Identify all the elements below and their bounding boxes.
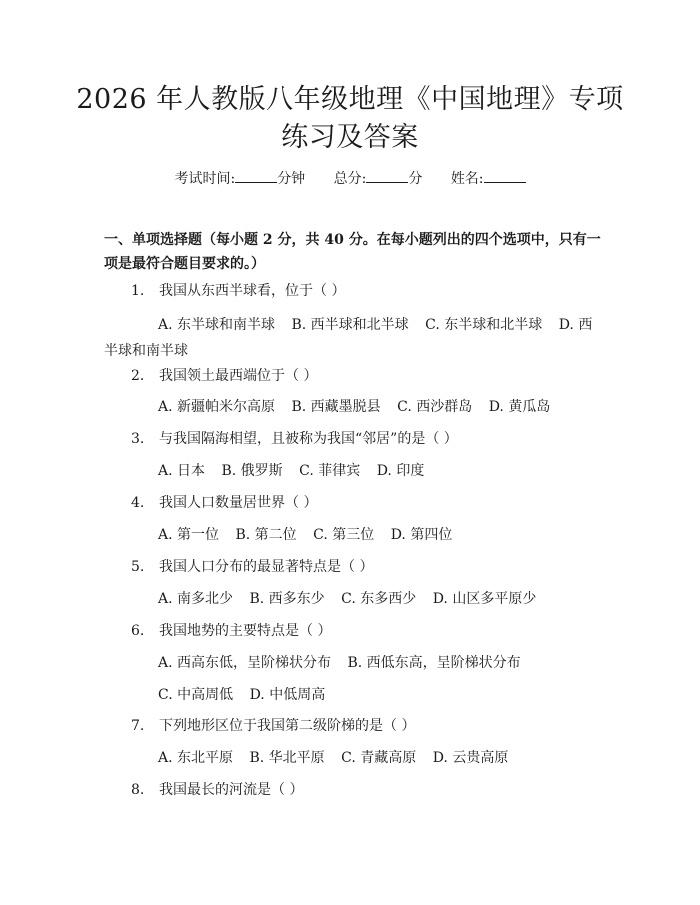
option-c: C. 东半球和北半球 (425, 317, 543, 333)
option-a: A. 南多北少 (158, 591, 234, 607)
option-c: C. 青藏高原 (341, 750, 417, 766)
option-a: A. 日本 (158, 463, 206, 479)
question-1 (131, 281, 345, 301)
option-a: A. 西高东低，呈阶梯状分布 (158, 655, 332, 671)
total-score (334, 168, 423, 189)
question-number: 1. (131, 283, 145, 299)
option-c: C. 西沙群岛 (397, 399, 473, 415)
question-number: 5. (131, 559, 145, 575)
option-d: D. 第四位 (390, 527, 453, 543)
question-1-options (104, 312, 604, 364)
exam-time-blank (235, 168, 277, 183)
option-c: C. 东多西少 (341, 591, 417, 607)
question-number: 6. (131, 623, 145, 639)
option-a: A. 东半球和南半球 (158, 317, 276, 333)
question-number: 4. (131, 495, 145, 511)
total-score-label: 总分: (333, 171, 367, 187)
option-c: C. 第三位 (313, 527, 375, 543)
question-number: 2. (131, 368, 145, 384)
option-d: D. 中低周高 (249, 687, 326, 703)
option-b: B. 华北平原 (249, 750, 325, 766)
option-a: A. 第一位 (158, 527, 220, 543)
exam-time-label: 考试时间: (174, 171, 236, 187)
option-b: B. 西多东少 (249, 591, 325, 607)
question-5-options (158, 589, 548, 609)
option-a: A. 新疆帕米尔高原 (158, 399, 276, 415)
question-text: 我国人口数量居世界（ ） (159, 495, 318, 511)
question-text: 我国领土最西端位于（ ） (159, 368, 318, 384)
question-8 (131, 780, 303, 800)
question-5 (131, 557, 373, 577)
exam-meta-line (0, 168, 700, 189)
question-number: 8. (131, 782, 145, 798)
total-score-blank (366, 168, 408, 183)
option-b: B. 西低东高，呈阶梯状分布 (347, 655, 521, 671)
option-b: B. 俄罗斯 (221, 463, 283, 479)
option-b: B. 第二位 (235, 527, 297, 543)
question-text: 我国地势的主要特点是（ ） (159, 623, 332, 639)
question-7 (131, 716, 415, 736)
option-c: C. 中高周低 (158, 687, 234, 703)
student-name-label: 姓名: (450, 171, 484, 187)
option-d: D. 云贵高原 (432, 750, 509, 766)
exam-time-unit: 分钟 (277, 171, 306, 187)
exam-time (174, 168, 305, 189)
option-d: D. 印度 (376, 463, 425, 479)
option-b: B. 西藏墨脱县 (291, 399, 381, 415)
document-title-line-2: 练习及答案 (281, 122, 419, 153)
question-text: 与我国隔海相望，且被称为我国“邻居”的是（ ） (159, 431, 458, 447)
option-b: B. 西半球和北半球 (291, 317, 409, 333)
student-name (451, 168, 526, 189)
option-d: D. 山区多平原少 (432, 591, 537, 607)
question-2-options (158, 397, 562, 417)
question-6-options-row-2 (158, 685, 337, 705)
section-heading: 一、单项选择题（每小题 2 分，共 40 分。在每小题列出的四个选项中，只有一项是最符合题目要求的。） (104, 232, 601, 272)
question-6-options-row-1 (158, 653, 533, 673)
question-3 (131, 429, 458, 449)
total-score-unit: 分 (408, 171, 423, 187)
question-number: 7. (131, 718, 145, 734)
option-d: D. 黄瓜岛 (488, 399, 551, 415)
question-text: 我国从东西半球看，位于（ ） (159, 283, 346, 299)
document-title-line-1: 2026 年人教版八年级地理《中国地理》专项 (76, 84, 624, 115)
question-4-options (158, 525, 464, 545)
question-4 (131, 493, 317, 513)
option-c: C. 菲律宾 (299, 463, 361, 479)
option-a: A. 东北平原 (158, 750, 234, 766)
question-number: 3. (131, 431, 145, 447)
question-text: 下列地形区位于我国第二级阶梯的是（ ） (159, 718, 416, 734)
student-name-blank (484, 168, 526, 183)
question-3-options (158, 461, 436, 481)
question-text: 我国最长的河流是（ ） (159, 782, 304, 798)
option-d: D. 西半球和南半球 (104, 317, 593, 359)
question-6 (131, 621, 331, 641)
question-7-options (158, 748, 520, 768)
question-text: 我国人口分布的最显著特点是（ ） (159, 559, 374, 575)
question-2 (131, 366, 317, 386)
